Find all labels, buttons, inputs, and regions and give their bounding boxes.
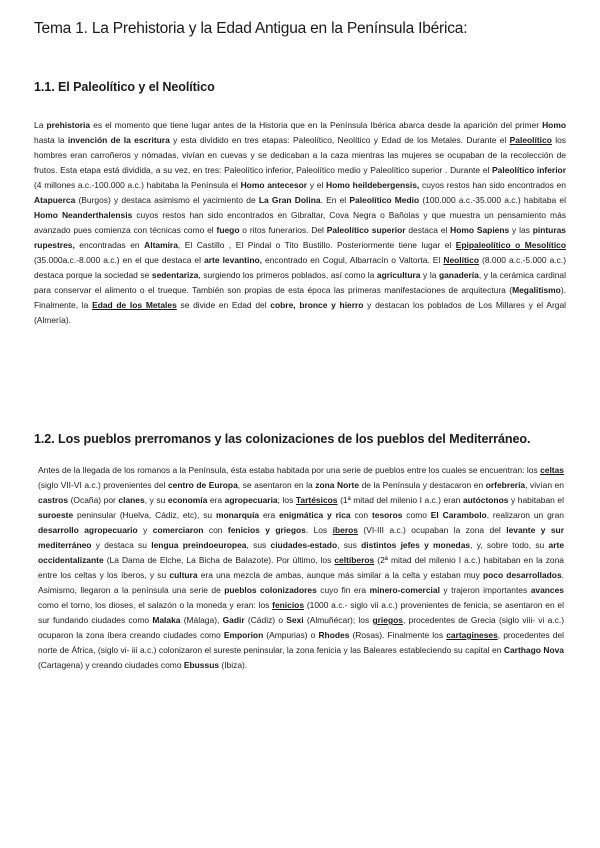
bold-term: agropecuaria — [224, 495, 278, 505]
text-run: se divide en Edad del — [176, 300, 271, 310]
underlined-term: Paleolítico — [509, 135, 552, 145]
bold-term: Homo Sapiens — [450, 225, 510, 235]
bold-term: prehistoria — [46, 120, 91, 130]
text-run: (4 millones a.c.-100.000 a.c.) habitaba la Península el — [34, 180, 241, 190]
bold-term: Homo antecesor — [240, 180, 308, 190]
text-run: (2ª mitad del milenio I a.c.) habitaban en la zona entre los celtas y los íberos, y su — [38, 555, 564, 580]
bold-term: agricultura — [376, 270, 421, 280]
paragraph-pueblos — [38, 463, 564, 673]
document-title: Tema 1. La Prehistoria y la Edad Antigua en la Península Ibérica: — [34, 20, 468, 37]
text-run: hasta la — [34, 135, 68, 145]
bold-term: Megalitismo — [512, 285, 561, 295]
text-run: , procedentes del norte de África, (siglo vi- iii a.c.) colonizaron el sureste peninsular, la zona fenicia y las Baleares estableciendo su capital en — [38, 630, 565, 655]
text-run: (Cartagena) y creando ciudades como — [38, 660, 184, 670]
text-run: encontradas en — [74, 240, 145, 250]
text-run: encontrado en Cogul, Albarracín o Valtorta. El — [261, 255, 444, 265]
bold-term: Paleolítico inferior — [492, 165, 566, 175]
bold-term: Paleolítico Medio — [349, 195, 420, 205]
bold-term: sedentariza — [151, 270, 199, 280]
underlined-term: Edad de los Metales — [92, 300, 177, 310]
text-run: y trajeron importantes — [439, 585, 531, 595]
text-run: o ritos funerarios. Del — [239, 225, 327, 235]
text-run: (Rosas). Finalmente los — [349, 630, 447, 640]
text-run: La — [34, 120, 47, 130]
text-run: (Málaga), — [180, 615, 223, 625]
bold-term: invención de la escritura — [67, 135, 170, 145]
bold-term: tesoros — [371, 510, 403, 520]
text-run: Antes de la llegada de los romanos a la Península, ésta estaba habitada por una serie de pueblos entre los cuales se encuentran: los — [38, 465, 541, 475]
bold-term: avances — [530, 585, 564, 595]
text-run: destaca el — [405, 225, 451, 235]
text-run: y destacan los poblados de Los Millares y el Argal (Almería). — [34, 300, 567, 325]
text-run: . Los — [305, 525, 333, 535]
bold-term: desarrollo agropecuario — [38, 525, 138, 535]
underlined-term: Tartésicos — [295, 495, 338, 505]
bold-term: Carthago Nova — [503, 645, 565, 655]
bold-term: distintos jefes y monedas — [361, 540, 471, 550]
bold-term: centro de Europa — [167, 480, 238, 490]
text-run: peninsular (Huelva, Cádiz, etc), su — [73, 510, 216, 520]
text-run: (siglo VII-VI a.c.) provenientes del — [38, 480, 168, 490]
text-run: , vivían en — [525, 480, 564, 490]
text-run: (Cádiz) o — [244, 615, 287, 625]
text-run: (VI-III a.c.) ocupaban la zona del — [357, 525, 507, 535]
text-run: y el — [307, 180, 327, 190]
text-run: de la Península y destacaron en — [359, 480, 486, 490]
bold-term: Rhodes — [318, 630, 350, 640]
bold-term: Altamira — [144, 240, 178, 250]
text-run: y esta dividido en tres etapas: Paleolítico, Neolítico y Edad de los Metales. Durante el — [169, 135, 510, 145]
text-run: (Ocaña) por — [68, 495, 119, 505]
bold-term: Homo Neanderthalensis — [34, 210, 133, 220]
underlined-term: íberos — [332, 525, 358, 535]
text-run: , realizaron un gran — [486, 510, 564, 520]
bold-term: autóctonos — [462, 495, 509, 505]
underlined-term: cartagineses — [446, 630, 498, 640]
text-run: y — [137, 525, 153, 535]
text-run: los hombres eran carroñeros y nómadas, vivían en cuevas y se dedicaban a la caza mientras las mujeres se ocupaban de la recolección de frutos. Esta etapa está dividida, a su vez, en tres: Paleolítico inferior, Paleolítico medio y Paleolítico superior . Durante el — [34, 135, 566, 175]
text-run: cuyos restos han sido encontrados en — [419, 180, 566, 190]
bold-term: economía — [167, 495, 208, 505]
text-run: ; los — [277, 495, 296, 505]
text-run: y la — [420, 270, 439, 280]
bold-term: La Gran Dolina — [258, 195, 321, 205]
text-run: (Burgos) y destaca asimismo el yacimiento de — [75, 195, 259, 205]
bold-term: zona Norte — [315, 480, 360, 490]
bold-term: Homo heildebergensis, — [326, 180, 420, 190]
text-run: , y su — [144, 495, 168, 505]
text-run: con — [350, 510, 372, 520]
underlined-term: celtas — [540, 465, 564, 475]
bold-term: minero-comercial — [369, 585, 440, 595]
text-run: con — [203, 525, 228, 535]
text-run: (35.000a.c.-8.000 a.c.) en el que destaca el — [34, 255, 205, 265]
underlined-term: griegos — [372, 615, 403, 625]
text-run: (8.000 a.c.-5.000 a.c.) destaca porque la sociedad se — [34, 255, 567, 280]
text-run: . Asimismo, llegaron a la península una serie de — [38, 570, 564, 595]
underlined-term: Epipaleolítico o Mesolítico — [455, 240, 567, 250]
bold-term: monarquía — [215, 510, 260, 520]
bold-term: levante y sur mediterráneo — [38, 525, 564, 550]
text-run: como el torno, los dioses, el salazón o la moneda y eran: los — [38, 600, 273, 610]
text-run: y las — [509, 225, 533, 235]
bold-term: pinturas rupestres, — [34, 225, 566, 250]
bold-term: enigmática y rica — [279, 510, 351, 520]
text-run: y habitaban el — [508, 495, 564, 505]
bold-term: ganadería — [438, 270, 479, 280]
text-run: (100.000 a.c.-35.000 a.c.) habitaba el — [419, 195, 566, 205]
text-run: , se asentaron en la — [237, 480, 316, 490]
text-run: (1000 a.c.- siglo vii a.c.) provenientes de fenicia, se asentaron en el sur fundando ciudades como — [38, 600, 564, 625]
text-run: , sus — [246, 540, 271, 550]
bold-term: suroeste — [38, 510, 74, 520]
bold-term: Sexi — [286, 615, 304, 625]
text-run: era — [259, 510, 280, 520]
bold-term: lengua preindoeuropea — [151, 540, 247, 550]
text-run: (Ibiza). — [219, 660, 248, 670]
bold-term: ciudades-estado — [270, 540, 338, 550]
text-run: , surgiendo los primeros poblados, así como la — [198, 270, 377, 280]
bold-term: Atapuerca — [34, 195, 76, 205]
bold-term: Homo — [542, 120, 566, 130]
text-run: , El Castillo , El Pindal o Tito Bustillo. Posteriormente tiene lugar el — [177, 240, 456, 250]
section-heading-paleolitico: 1.1. El Paleolítico y el Neolítico — [34, 80, 215, 94]
bold-term: El Carambolo — [430, 510, 487, 520]
bold-term: Gadir — [222, 615, 245, 625]
underlined-term: Neolítico — [443, 255, 479, 265]
section-heading-pueblos: 1.2. Los pueblos prerromanos y las colonizaciones de los pueblos del Mediterráneo. — [34, 432, 531, 446]
bold-term: arte levantino, — [204, 255, 262, 265]
text-run: ). Finalmente, la — [34, 285, 566, 310]
bold-term: orfebrería — [485, 480, 526, 490]
bold-term: Ebussus — [183, 660, 220, 670]
bold-term: Emporion — [223, 630, 264, 640]
text-run: , sus — [337, 540, 362, 550]
bold-term: clanes — [118, 495, 145, 505]
text-run: , y, sobre todo, su — [470, 540, 549, 550]
text-run: (1ª mitad del milenio I a.c.) eran — [337, 495, 463, 505]
text-run: y destaca su — [91, 540, 152, 550]
text-run: (Almuñécar); los — [303, 615, 373, 625]
bold-term: Malaka — [152, 615, 181, 625]
underlined-term: fenicios — [272, 600, 305, 610]
text-run: cuyo fin era — [316, 585, 370, 595]
text-run: (La Dama de Elche, La Bicha de Balazote). Por último, los — [103, 555, 335, 565]
underlined-term: celtíberos — [334, 555, 375, 565]
bold-term: fuego — [216, 225, 240, 235]
text-run: es el momento que tiene lugar antes de la Historia que en la Península Ibérica abarca desde la aparición del primer — [90, 120, 543, 130]
text-run: (Ampurias) o — [263, 630, 319, 640]
bold-term: Paleolítico superior — [326, 225, 406, 235]
text-run: era una mezcla de ambas, aunque más similar a la celta y estaban muy — [197, 570, 483, 580]
text-run: cuyos restos han sido encontrados en Gibraltar, Cova Negra o Bañolas y que muestra un pensamiento más avanzado pues comienza con técnicas como el — [34, 210, 566, 235]
paragraph-paleolitico — [34, 118, 566, 328]
bold-term: comerciaron — [152, 525, 204, 535]
text-run: . En el — [320, 195, 350, 205]
text-run: era — [207, 495, 225, 505]
bold-term: poco desarrollados — [482, 570, 562, 580]
text-run: como — [402, 510, 431, 520]
text-run: , y la cerámica cardinal para conservar el alimento o el trueque. También son propias de esta época las primeras manifestaciones de arquitectura ( — [34, 270, 566, 295]
bold-term: pueblos colonizadores — [224, 585, 317, 595]
bold-term: cobre, bronce y hierro — [270, 300, 364, 310]
bold-term: castros — [38, 495, 69, 505]
bold-term: fenicios y griegos — [227, 525, 306, 535]
text-run: , procedentes de Grecia (siglo viii- vi a.c.) ocuparon la zona íbera creando ciudades como — [38, 615, 565, 640]
bold-term: cultura — [169, 570, 198, 580]
bold-term: arte occidentalizante — [38, 540, 565, 565]
